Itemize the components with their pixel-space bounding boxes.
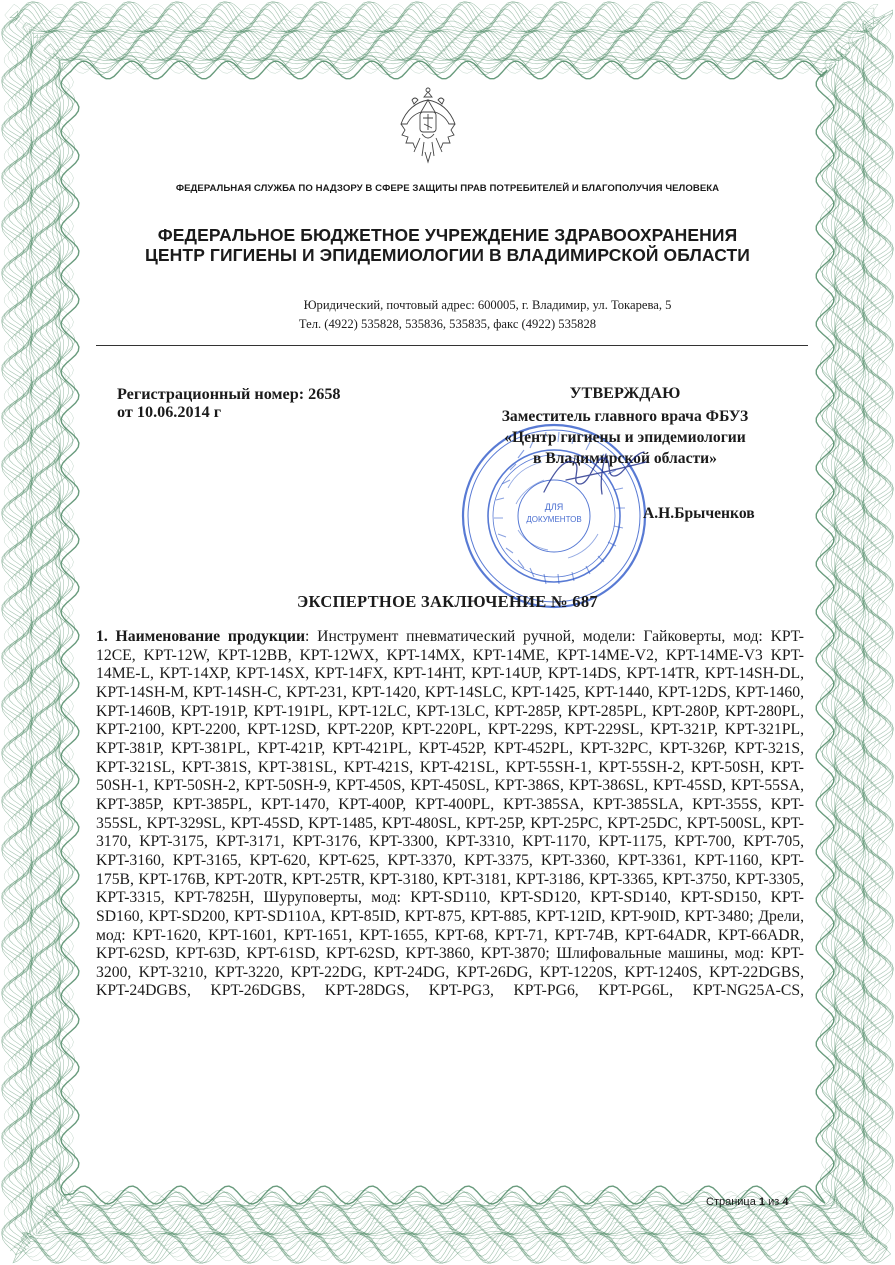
- product-description: [96, 628, 804, 1001]
- address-line: Юридический, почтовый адрес: 600005, г. Владимир, ул. Токарева, 5: [303, 298, 672, 312]
- approve-heading: УТВЕРЖДАЮ: [569, 384, 681, 402]
- stamp-text-1: ДЛЯ: [544, 502, 564, 512]
- handwritten-signature: [536, 440, 676, 510]
- section-text: : Инструмент пневматический ручной, модели: Гайковерты, мод: KPT-12CE, KPT-12W, KPT-12BB, KPT-12WX, KPT-14MX, KPT-14ME, KPT-14ME-V2, KPT-14ME-V3 KPT-14ME-L, KPT-14XP, KPT-14SX, KPT-14FX, KPT-14HT, KPT-14UP, KPT-14DS, KPT-14TR, KPT-14SH-DL, KPT-14SH-M, KPT-14SH-C, KPT-231, KPT-1420, KPT-14SLC, KPT-1425, KPT-1440, KPT-12DS, KPT-1460, KPT-1460B, KPT-191P, KPT-191PL, KPT-12LC, KPT-13LC, KPT-285P, KPT-285PL, KPT-280P, KPT-280PL, KPT-2100, KPT-2200, KPT-12SD, KPT-220P, KPT-220PL, KPT-229S, KPT-229SL, KPT-321P, KPT-321PL, KPT-381P, KPT-381PL, KPT-421P, KPT-421PL, KPT-452P, KPT-452PL, KPT-32PC, KPT-326P, KPT-321S, KPT-321SL, KPT-381S, KPT-381SL, KPT-421S, KPT-421SL, KPT-55SH-1, KPT-55SH-2, KPT-50SH, KPT-50SH-1, KPT-50SH-2, KPT-50SH-9, KPT-450S, KPT-450SL, KPT-386S, KPT-386SL, KPT-45SD, KPT-55SA, KPT-385P, KPT-385PL, KPT-1470, KPT-400P, KPT-400PL, KPT-385SA, KPT-385SLA, KPT-355S, KPT-355SL, KPT-329SL, KPT-45SD, KPT-1485, KPT-480SL, KPT-25P, KPT-25PC, KPT-25DC, KPT-500SL, KPT-3170, KPT-3175, KPT-3171, KPT-3176, KPT-3300, KPT-3310, KPT-1170, KPT-1175, KPT-700, KPT-705, KPT-3160, KPT-3165, KPT-620, KPT-625, KPT-3370, KPT-3375, KPT-3360, KPT-3361, KPT-1160, KPT-175B, KPT-176B, KPT-20TR, KPT-25TR, KPT-3180, KPT-3181, KPT-3186, KPT-3365, KPT-3750, KPT-3305, KPT-3315, KPT-7825H, Шуруповерты, мод: KPT-SD110, KPT-SD120, KPT-SD140, KPT-SD150, KPT-SD160, KPT-SD200, KPT-SD110A, KPT-85ID, KPT-875, KPT-885, KPT-12ID, KPT-90ID, KPT-3480; Дрели, мод: KPT-1620, KPT-1601, KPT-1651, KPT-1655, KPT-68, KPT-71, KPT-74B, KPT-64ADR, KPT-66ADR, KPT-62SD, KPT-63D, KPT-61SD, KPT-62SD, KPT-3860, KPT-3870; Шлифовальные машины, мод: KPT-3200, KPT-3210, KPT-3220, KPT-22DG, KPT-24DG, KPT-26DG, KPT-1220S, KPT-1240S, KPT-22DGBS, KPT-24DGBS, KPT-26DGBS, KPT-28DGS, KPT-PG3, KPT-PG6, KPT-PG6L, KPT-NG25A-CS,: [96, 628, 805, 1000]
- institution-name-line2: ЦЕНТР ГИГИЕНЫ И ЭПИДЕМИОЛОГИИ В ВЛАДИМИРСКОЙ ОБЛАСТИ: [145, 245, 750, 265]
- approver-org-line1: «Центр гигиены и эпидемиологии: [504, 429, 746, 446]
- conclusion-title: ЭКСПЕРТНОЕ ЗАКЛЮЧЕНИЕ № 687: [297, 592, 598, 611]
- stamp-text-2: ДОКУМЕНТОВ: [526, 515, 582, 524]
- page-current: 1: [758, 1196, 766, 1208]
- signer-name: А.Н.Брыченков: [643, 505, 755, 522]
- coat-of-arms-icon: [398, 86, 458, 168]
- header-divider: [96, 345, 808, 346]
- page-total: 4: [782, 1196, 789, 1208]
- page-of: из: [768, 1196, 780, 1208]
- section-label: 1. Наименование продукции: [96, 628, 306, 645]
- approver-org-line2: в Владимирской области»: [533, 450, 717, 467]
- agency-name: ФЕДЕРАЛЬНАЯ СЛУЖБА ПО НАДЗОРУ В СФЕРЕ ЗАЩИТЫ ПРАВ ПОТРЕБИТЕЛЕЙ И БЛАГОПОЛУЧИЯ ЧЕЛОВЕКА: [175, 183, 720, 194]
- registration-date: от 10.06.2014 г: [117, 403, 222, 421]
- page-word: Страница: [706, 1196, 756, 1208]
- phone-line: Тел. (4922) 535828, 535836, 535835, факс (4922) 535828: [298, 317, 597, 331]
- registration-number: Регистрационный номер: 2658: [117, 385, 341, 403]
- page-indicator: [706, 1196, 789, 1208]
- approver-title: Заместитель главного врача ФБУЗ: [501, 408, 749, 425]
- institution-name-line1: ФЕДЕРАЛЬНОЕ БЮДЖЕТНОЕ УЧРЕЖДЕНИЕ ЗДРАВООХРАНЕНИЯ: [157, 225, 738, 245]
